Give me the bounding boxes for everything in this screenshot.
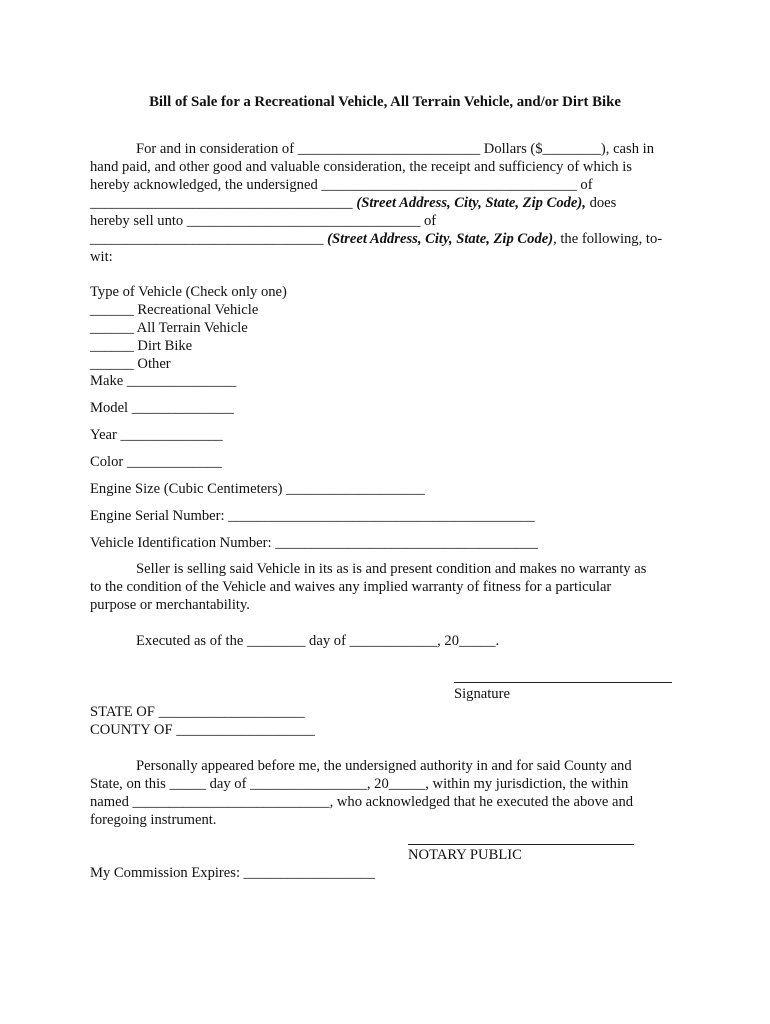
notary-signature-line <box>408 844 634 845</box>
warranty-line-1: Seller is selling said Vehicle in its as is and present condition and makes no warranty as <box>136 561 647 577</box>
intro-line-1: For and in consideration of _________________________ Dollars ($________), cash in <box>136 141 655 157</box>
notary-line-1: Personally appeared before me, the undersigned authority in and for said County and <box>136 758 632 774</box>
notary-line-4: foregoing instrument. <box>90 812 217 828</box>
intro-line-3: hereby acknowledged, the undersigned ___________________________________ of <box>90 177 593 193</box>
intro-line-5: hereby sell unto ________________________________ of <box>90 213 437 229</box>
engine-serial-field: Engine Serial Number: __________________________________________ <box>90 508 535 524</box>
warranty-line-2: to the condition of the Vehicle and waives any implied warranty of fitness for a particular <box>90 579 612 595</box>
county-of-field: COUNTY OF ___________________ <box>90 722 315 738</box>
intro-line-4 <box>90 194 616 212</box>
make-field: Make _______________ <box>90 373 237 389</box>
color-field: Color _____________ <box>90 454 222 470</box>
engine-size-field: Engine Size (Cubic Centimeters) ___________________ <box>90 481 425 497</box>
notary-line-3: named ___________________________, who acknowledged that he executed the above and <box>90 794 634 810</box>
vin-field: Vehicle Identification Number: ____________________________________ <box>90 535 538 551</box>
vehicle-type-option-atv: ______ All Terrain Vehicle <box>90 320 248 336</box>
signature-label: Signature <box>454 686 510 702</box>
buyer-address-blank: ________________________________ <box>90 231 324 247</box>
seller-address-blank: ____________________________________ <box>90 195 353 211</box>
buyer-address-label: (Street Address, City, State, Zip Code) <box>327 231 554 247</box>
intro-line-7: wit: <box>90 249 113 265</box>
seller-address-label: (Street Address, City, State, Zip Code), <box>356 195 586 211</box>
state-of-field: STATE OF ____________________ <box>90 704 305 720</box>
model-field: Model ______________ <box>90 400 234 416</box>
vehicle-type-option-other: ______ Other <box>90 356 171 372</box>
intro-line-6-end: , the following, to- <box>553 231 663 247</box>
vehicle-type-option-recreational: ______ Recreational Vehicle <box>90 302 259 318</box>
intro-line-6 <box>90 230 662 248</box>
vehicle-type-heading: Type of Vehicle (Check only one) <box>90 284 287 300</box>
vehicle-type-option-dirt-bike: ______ Dirt Bike <box>90 338 193 354</box>
commission-expires-field: My Commission Expires: __________________ <box>90 865 375 881</box>
warranty-line-3: purpose or merchantability. <box>90 597 250 613</box>
notary-line-2: State, on this _____ day of ________________, 20_____, within my jurisdiction, the within <box>90 776 629 792</box>
executed-line: Executed as of the ________ day of ____________, 20_____. <box>136 633 500 649</box>
signature-line <box>454 682 672 683</box>
intro-line-4-end: does <box>589 195 617 211</box>
year-field: Year ______________ <box>90 427 223 443</box>
document-title: Bill of Sale for a Recreational Vehicle, All Terrain Vehicle, and/or Dirt Bike <box>149 94 621 110</box>
notary-public-label: NOTARY PUBLIC <box>408 847 522 863</box>
intro-line-2: hand paid, and other good and valuable consideration, the receipt and sufficiency of which is <box>90 159 632 175</box>
